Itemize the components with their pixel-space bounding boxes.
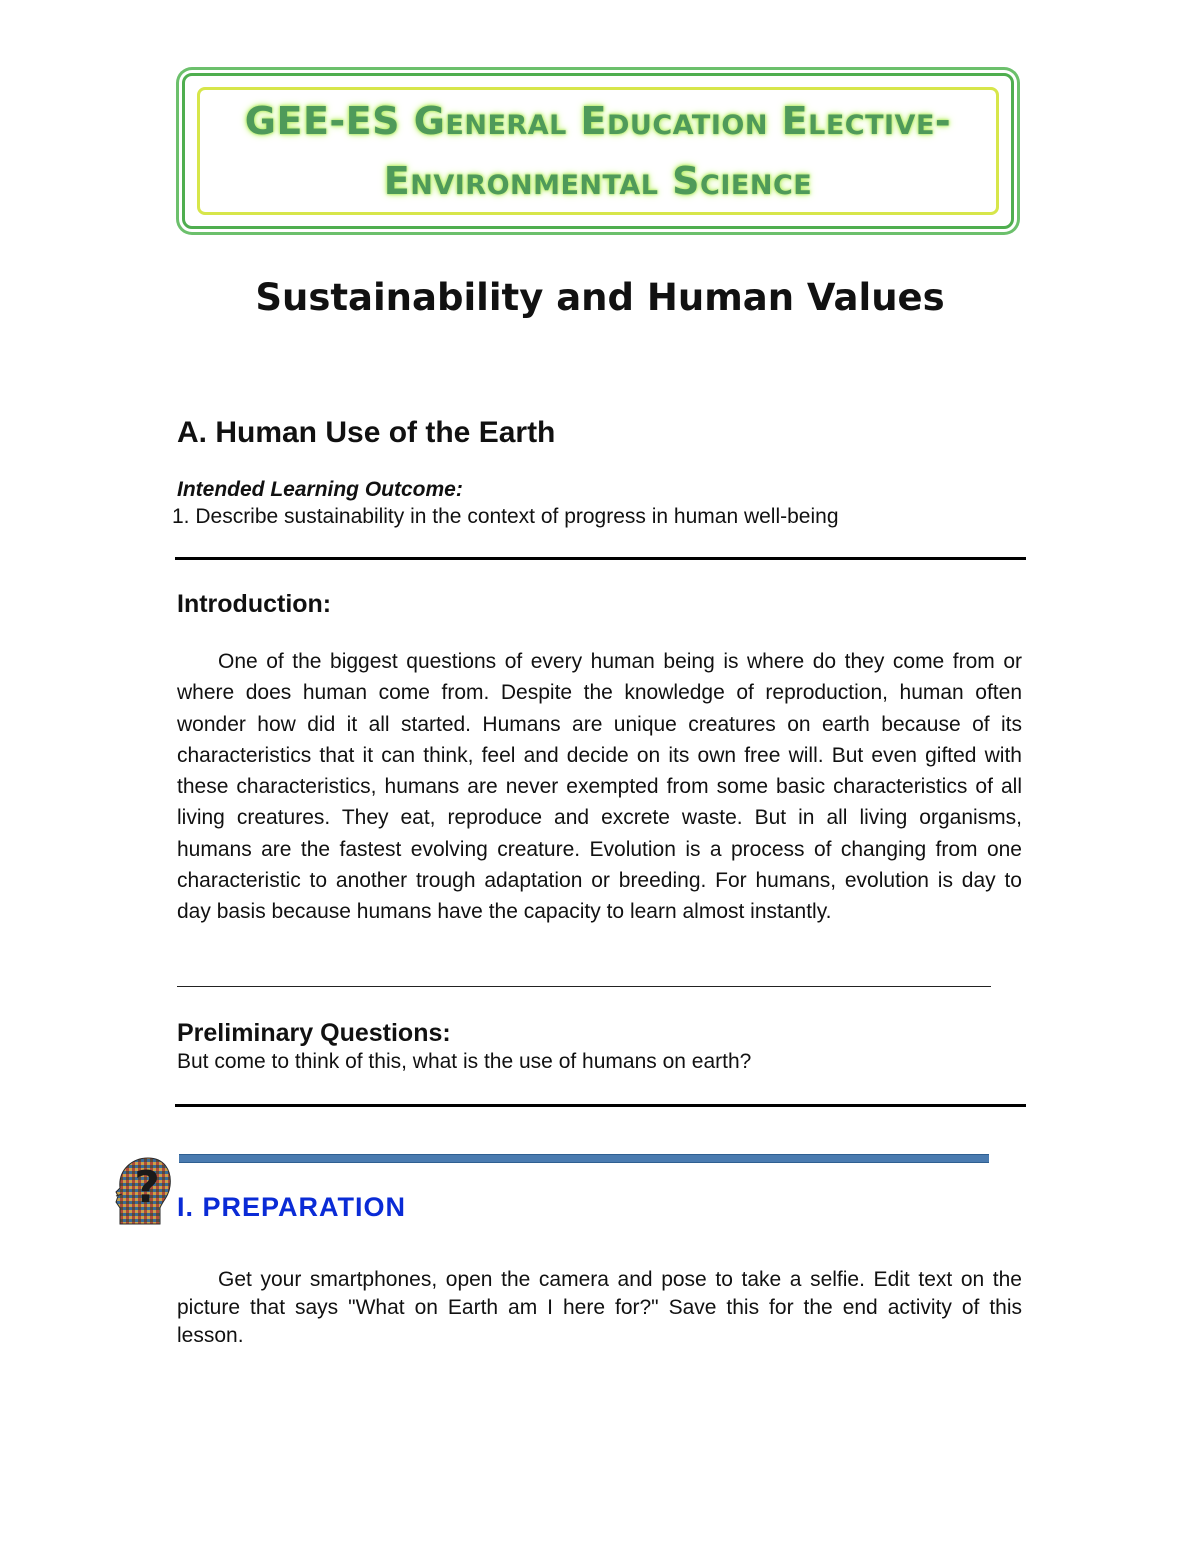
divider-thick xyxy=(175,1104,1026,1107)
section-heading: A. Human Use of the Earth xyxy=(177,416,556,449)
banner-line-2: Environmental Science xyxy=(383,159,813,203)
section-accent-bar xyxy=(179,1154,989,1163)
divider-thin xyxy=(177,986,991,987)
preliminary-question: But come to think of this, what is the use of humans on earth? xyxy=(177,1050,752,1073)
head-question-icon xyxy=(114,1156,172,1226)
preparation-paragraph: Get your smartphones, open the camera and pose to take a selfie. Edit text on the picture that says "What on Earth am I here for?" Save this for the end activity of this lesson. xyxy=(177,1268,1022,1347)
course-banner-inner xyxy=(197,87,999,215)
preliminary-questions-heading: Preliminary Questions: xyxy=(177,1019,451,1047)
learning-outcome-label: Intended Learning Outcome: xyxy=(177,478,463,501)
document-title: Sustainability and Human Values xyxy=(255,276,945,319)
learning-outcome-item: 1. Describe sustainability in the context of progress in human well-being xyxy=(172,505,839,528)
divider-thick xyxy=(175,557,1026,560)
banner-line-1: GEE-ES General Education Elective- xyxy=(244,99,952,143)
introduction-paragraph: One of the biggest questions of every human being is where do they come from or where does human come from. Despite the knowledge of reproduction, human often wonder how did it all started. Humans are unique creatures on earth because of its characteristics that it can think, feel and decide on its own free will. But even gifted with these characteristics, humans are never exempted from some basic characteristics of all living creatures. They eat, reproduce and excrete waste. But in all living organisms, humans are the fastest evolving creature. Evolution is a process of changing from one characteristic to another trough adaptation or breeding. For humans, evolution is day to day basis because humans have the capacity to learn almost instantly. xyxy=(177,650,1022,924)
course-banner xyxy=(182,73,1014,229)
svg-text:?: ? xyxy=(134,1162,160,1213)
introduction-heading: Introduction: xyxy=(177,590,332,618)
preparation-heading: I. PREPARATION xyxy=(177,1192,407,1222)
